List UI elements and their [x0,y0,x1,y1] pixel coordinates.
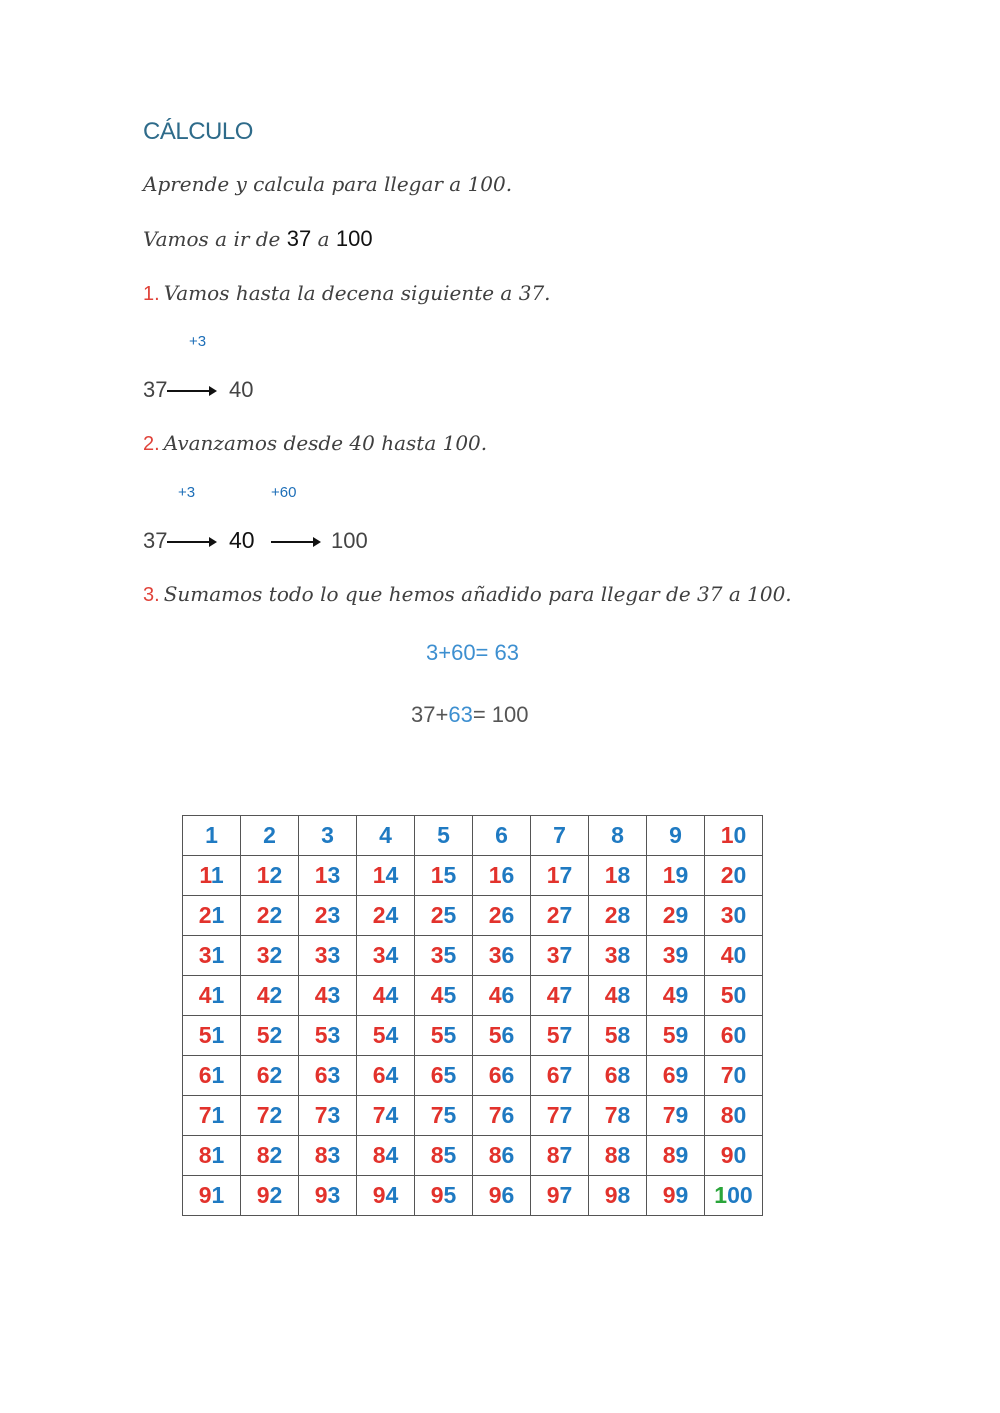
grid-cell-97: 97 [531,1176,589,1216]
step-3 [143,582,792,607]
grid-cell-5: 5 [415,816,473,856]
sum-1-expr: 3+60= [426,640,489,665]
sum-2-eq: = [472,702,486,727]
grid-cell-73: 73 [299,1096,357,1136]
step-3-number: 3. [143,584,160,606]
grid-cell-55: 55 [415,1016,473,1056]
grid-row [183,816,763,856]
sum-1-result: 63 [494,640,520,665]
grid-cell-63: 63 [299,1056,357,1096]
step-2-text: Avanzamos desde 40 hasta 100. [163,431,488,455]
grid-cell-20: 20 [705,856,763,896]
diagram2-start: 37 [143,528,168,553]
grid-cell-40: 40 [705,936,763,976]
grid-cell-94: 94 [357,1176,415,1216]
grid-cell-74: 74 [357,1096,415,1136]
step-1-text: Vamos hasta la decena siguiente a 37. [163,281,551,305]
goal-to: 100 [335,226,373,251]
grid-cell-25: 25 [415,896,473,936]
diagram2-end: 100 [331,528,368,553]
arrow-icon [167,541,215,543]
step-2 [143,431,487,456]
grid-cell-43: 43 [299,976,357,1016]
goal-from: 37 [286,226,312,251]
grid-cell-26: 26 [473,896,531,936]
grid-cell-15: 15 [415,856,473,896]
grid-cell-1: 1 [183,816,241,856]
grid-cell-71: 71 [183,1096,241,1136]
grid-cell-22: 22 [241,896,299,936]
grid-cell-88: 88 [589,1136,647,1176]
grid-cell-69: 69 [647,1056,705,1096]
grid-cell-37: 37 [531,936,589,976]
grid-cell-67: 67 [531,1056,589,1096]
grid-cell-52: 52 [241,1016,299,1056]
grid-cell-17: 17 [531,856,589,896]
grid-cell-51: 51 [183,1016,241,1056]
grid-cell-31: 31 [183,936,241,976]
grid-cell-80: 80 [705,1096,763,1136]
grid-row [183,896,763,936]
step-1-number: 1. [143,283,160,305]
goal-prefix: Vamos a ir de [143,227,281,251]
grid-cell-90: 90 [705,1136,763,1176]
diagram1-start: 37 [143,377,168,402]
sum-2-a: 37+ [411,702,449,727]
grid-cell-70: 70 [705,1056,763,1096]
grid-cell-66: 66 [473,1056,531,1096]
grid-row [183,1016,763,1056]
grid-cell-53: 53 [299,1016,357,1056]
grid-cell-98: 98 [589,1176,647,1216]
grid-cell-16: 16 [473,856,531,896]
grid-cell-48: 48 [589,976,647,1016]
sum-1 [426,640,519,666]
grid-cell-83: 83 [299,1136,357,1176]
goal-line [143,226,373,252]
grid-cell-27: 27 [531,896,589,936]
grid-cell-86: 86 [473,1136,531,1176]
diagram1-end: 40 [229,377,254,402]
page-title: CÁLCULO [143,118,253,145]
grid-cell-7: 7 [531,816,589,856]
grid-cell-72: 72 [241,1096,299,1136]
grid-cell-44: 44 [357,976,415,1016]
intro-text: Aprende y calcula para llegar a 100. [143,172,513,196]
grid-cell-11: 11 [183,856,241,896]
grid-cell-10: 10 [705,816,763,856]
grid-cell-3: 3 [299,816,357,856]
arrow-icon [167,390,215,392]
grid-cell-82: 82 [241,1136,299,1176]
hundred-chart [182,815,763,1216]
diagram2-plus2: +60 [271,484,297,501]
grid-cell-64: 64 [357,1056,415,1096]
grid-cell-21: 21 [183,896,241,936]
grid-cell-14: 14 [357,856,415,896]
grid-row [183,856,763,896]
grid-cell-47: 47 [531,976,589,1016]
step-1 [143,281,551,306]
grid-cell-61: 61 [183,1056,241,1096]
grid-cell-18: 18 [589,856,647,896]
grid-cell-89: 89 [647,1136,705,1176]
grid-cell-58: 58 [589,1016,647,1056]
grid-cell-50: 50 [705,976,763,1016]
grid-row [183,976,763,1016]
grid-cell-85: 85 [415,1136,473,1176]
grid-cell-29: 29 [647,896,705,936]
step-2-number: 2. [143,433,160,455]
grid-cell-36: 36 [473,936,531,976]
grid-cell-35: 35 [415,936,473,976]
step-3-text: Sumamos todo lo que hemos añadido para llegar de 37 a 100. [163,582,792,606]
grid-cell-79: 79 [647,1096,705,1136]
grid-cell-76: 76 [473,1096,531,1136]
grid-cell-78: 78 [589,1096,647,1136]
grid-cell-95: 95 [415,1176,473,1216]
grid-cell-9: 9 [647,816,705,856]
grid-cell-91: 91 [183,1176,241,1216]
grid-cell-54: 54 [357,1016,415,1056]
grid-cell-39: 39 [647,936,705,976]
grid-row [183,1096,763,1136]
grid-cell-77: 77 [531,1096,589,1136]
grid-cell-56: 56 [473,1016,531,1056]
grid-cell-41: 41 [183,976,241,1016]
grid-row [183,1136,763,1176]
grid-cell-87: 87 [531,1136,589,1176]
grid-cell-34: 34 [357,936,415,976]
grid-cell-19: 19 [647,856,705,896]
grid-cell-28: 28 [589,896,647,936]
sum-2-result: 100 [491,702,529,727]
arrow-icon [271,541,319,543]
grid-cell-6: 6 [473,816,531,856]
grid-cell-49: 49 [647,976,705,1016]
grid-cell-75: 75 [415,1096,473,1136]
grid-cell-12: 12 [241,856,299,896]
grid-cell-38: 38 [589,936,647,976]
grid-cell-59: 59 [647,1016,705,1056]
grid-cell-45: 45 [415,976,473,1016]
grid-cell-68: 68 [589,1056,647,1096]
grid-cell-81: 81 [183,1136,241,1176]
grid-row [183,1056,763,1096]
diagram2-mid: 40 [229,527,255,553]
grid-cell-99: 99 [647,1176,705,1216]
diagram2-plus1: +3 [178,484,196,501]
grid-row [183,1176,763,1216]
grid-cell-60: 60 [705,1016,763,1056]
grid-cell-84: 84 [357,1136,415,1176]
grid-cell-30: 30 [705,896,763,936]
grid-cell-23: 23 [299,896,357,936]
grid-cell-24: 24 [357,896,415,936]
grid-cell-8: 8 [589,816,647,856]
grid-cell-96: 96 [473,1176,531,1216]
grid-row [183,936,763,976]
goal-mid: a [317,227,330,251]
diagram1-plus: +3 [189,333,207,350]
grid-cell-100: 100 [705,1176,763,1216]
grid-cell-62: 62 [241,1056,299,1096]
grid-cell-93: 93 [299,1176,357,1216]
grid-cell-2: 2 [241,816,299,856]
grid-cell-33: 33 [299,936,357,976]
grid-cell-32: 32 [241,936,299,976]
sum-2 [411,702,529,728]
grid-cell-13: 13 [299,856,357,896]
grid-cell-92: 92 [241,1176,299,1216]
sum-2-b: 63 [448,702,473,727]
grid-cell-46: 46 [473,976,531,1016]
grid-cell-4: 4 [357,816,415,856]
grid-cell-65: 65 [415,1056,473,1096]
grid-cell-57: 57 [531,1016,589,1056]
grid-cell-42: 42 [241,976,299,1016]
